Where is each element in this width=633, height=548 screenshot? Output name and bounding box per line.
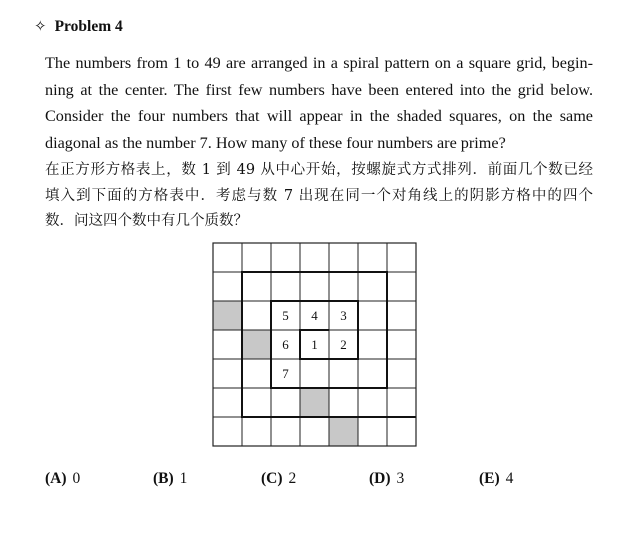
choice-c[interactable] [261,470,296,488]
shaded-cell [242,330,271,359]
grid-number: 2 [340,337,347,352]
choice-b[interactable] [153,470,187,488]
shaded-cell [329,417,358,446]
grid-number: 7 [282,366,289,381]
choice-value: 0 [72,470,81,487]
grid-number: 6 [282,337,289,352]
choice-value: 2 [288,470,297,487]
choice-label: (C) [261,470,283,487]
grid-number: 3 [340,308,347,323]
choice-label: (B) [153,470,174,487]
statement-line: ning at the center. The first few numbers have been entered into the grid below. [45,80,593,99]
grid-number: 5 [282,308,289,323]
statement-line: The numbers from 1 to 49 are arranged in a spiral pattern on a square grid, begin- [45,54,593,72]
shaded-cell [213,301,242,330]
grid-number: 4 [311,308,318,323]
statement-line: Consider the four numbers that will appear in the shaded squares, on the same [45,107,593,126]
choice-value: 1 [179,470,188,487]
choice-d[interactable] [369,470,404,488]
choice-label: (D) [369,470,391,487]
shaded-cell [300,388,329,417]
statement-line: diagonal as the number 7. How many of these four numbers are prime? [45,133,506,152]
choice-value: 4 [505,470,514,487]
statement-line: 数．问这四个数中有几个质数？ [45,213,248,229]
star-icon: ✧ [34,19,47,35]
choice-e[interactable] [479,470,513,488]
problem-title: Problem 4 [54,17,123,35]
statement-line: 在正方形方格表上，数 1 到 49 从中心开始，按螺旋式方式排列．前面几个数已经 [45,162,593,178]
grid-number: 1 [311,337,318,352]
choice-a[interactable] [45,470,80,488]
choice-label: (E) [479,470,500,487]
statement-line: 填入到下面的方格表中．考虑与数 7 出现在同一个对角线上的阴影方格中的四个 [45,187,593,204]
choice-label: (A) [45,470,67,487]
choice-value: 3 [396,470,405,487]
